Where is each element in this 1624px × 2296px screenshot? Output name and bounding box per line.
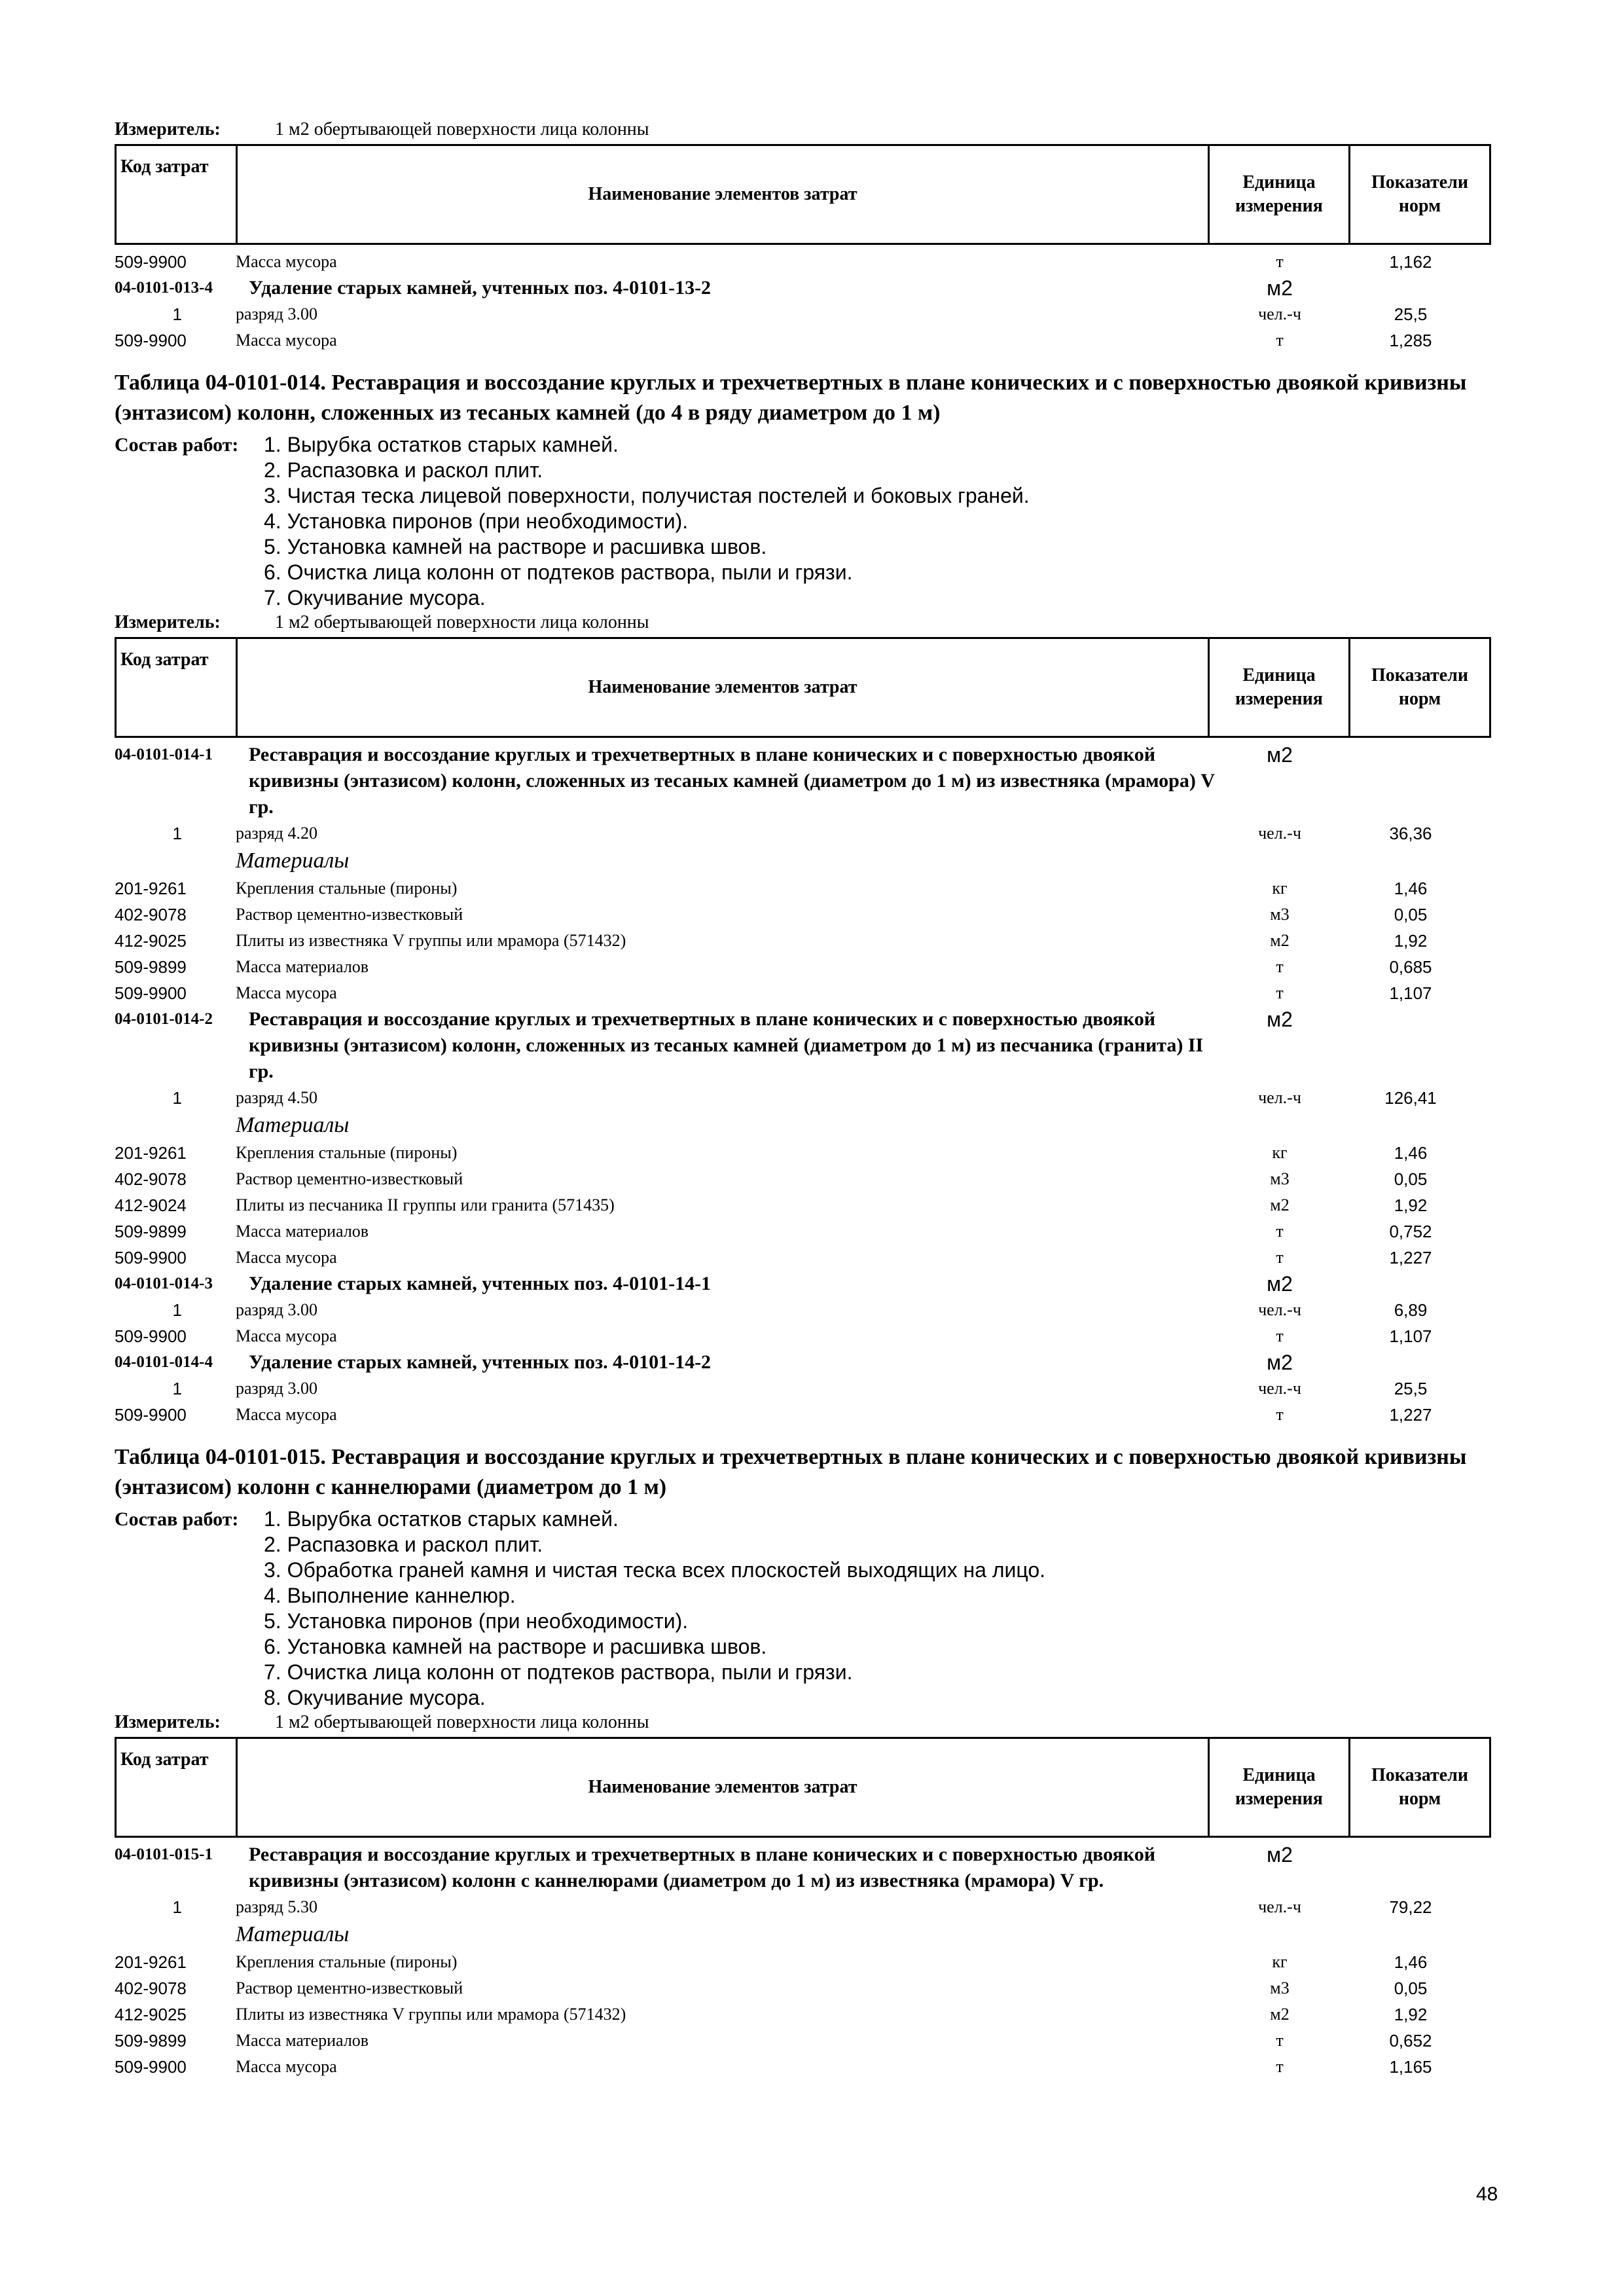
- work-step: 7. Очистка лица колонн от подтеков раствора, пыли и грязи.: [264, 1660, 853, 1684]
- row-norm: 1,107: [1389, 983, 1432, 1003]
- work-step: 5. Установка камней на растворе и расшивка швов.: [264, 535, 767, 558]
- row-name: Реставрация и воссоздание круглых и трехчетвертных в плане конических и с поверхностью двоякой кривизны (энтазисом) колонн с каннелюрами (диаметром до 1 м) из известняка (мрамора) V гр.: [249, 1844, 1155, 1891]
- work-step: 7. Окучивание мусора.: [264, 586, 486, 610]
- row-unit: чел.-ч: [1258, 1300, 1301, 1319]
- row-norm: 1,227: [1389, 1405, 1432, 1425]
- row-name: Масса мусора: [236, 331, 337, 350]
- row-code: 509-9900: [115, 331, 187, 350]
- meter-value: 1 м2 обертывающей поверхности лица колонны: [275, 612, 649, 632]
- row-name: Плиты из известняка V группы или мрамора (571432): [236, 931, 626, 950]
- col-unit-header: Единица измерения: [1209, 145, 1350, 244]
- table-014-title: Таблица 04-0101-014. Реставрация и воссоздание круглых и трехчетвертных в плане конических и с поверхностью двоякой кривизны (энтазисом) колонн, сложенных из тесаных камней (до 4 в ряду диаметром до 1 м): [115, 371, 1467, 425]
- row-norm: 6,89: [1394, 1300, 1428, 1320]
- row-code: 412-9025: [115, 2005, 187, 2024]
- row-norm: 0,685: [1389, 957, 1432, 977]
- col-name-header: Наименование элементов затрат: [237, 1738, 1209, 1837]
- document-page: [115, 118, 1496, 2080]
- table-row: [115, 1975, 1496, 2001]
- row-name: Масса материалов: [236, 1222, 369, 1241]
- row-unit: м3: [1270, 905, 1290, 924]
- meter-value: 1 м2 обертывающей поверхности лица колонны: [275, 119, 649, 139]
- meter-line-015: [115, 1711, 1496, 1734]
- row-unit: т: [1276, 957, 1284, 976]
- row-unit: м2: [1267, 1272, 1293, 1296]
- row-name: Масса мусора: [236, 983, 337, 1002]
- rate-heading-row: [115, 1842, 1496, 1894]
- meter-value: 1 м2 обертывающей поверхности лица колонны: [275, 1712, 649, 1732]
- work-step: 6. Очистка лица колонн от подтеков раствора, пыли и грязи.: [264, 560, 853, 584]
- row-norm: 36,36: [1389, 824, 1432, 843]
- meter-line-014: [115, 611, 1496, 634]
- header-table-013: [115, 144, 1491, 245]
- work-list-015: [264, 1506, 1045, 1711]
- table-row: [115, 1245, 1496, 1271]
- row-code: 04-0101-014-1: [115, 746, 213, 763]
- table-row: [115, 980, 1496, 1006]
- row-name: Раствор цементно-известковый: [236, 1978, 463, 1997]
- row-code: 412-9024: [115, 1195, 187, 1215]
- row-unit: чел.-ч: [1258, 304, 1301, 323]
- table-row: [115, 1218, 1496, 1245]
- row-code: 04-0101-014-4: [115, 1353, 213, 1371]
- meter-line-013: [115, 118, 1496, 141]
- row-norm: 1,92: [1394, 2005, 1428, 2024]
- row-name: Крепления стальные (пироны): [236, 1143, 458, 1162]
- row-code: 412-9025: [115, 931, 187, 951]
- row-name: Масса мусора: [236, 1326, 337, 1345]
- row-code: 509-9900: [115, 2057, 187, 2077]
- row-unit: м2: [1267, 1351, 1293, 1374]
- meter-label: Измеритель:: [115, 119, 221, 139]
- table-row: [115, 954, 1496, 980]
- row-unit: чел.-ч: [1258, 1088, 1301, 1107]
- work-step: 1. Вырубка остатков старых камней.: [264, 433, 619, 456]
- table-row: [115, 2054, 1496, 2080]
- materials-subheading: Материалы: [236, 1113, 350, 1137]
- row-unit: т: [1276, 331, 1284, 350]
- row-code: 509-9899: [115, 2031, 187, 2050]
- row-unit: т: [1276, 1222, 1284, 1241]
- row-name: Удаление старых камней, учтенных поз. 4-0101-14-2: [249, 1351, 712, 1373]
- page-number: 48: [1476, 2183, 1498, 2205]
- materials-subheading: Материалы: [236, 848, 350, 873]
- row-unit: м3: [1270, 1169, 1290, 1188]
- col-name-header: Наименование элементов затрат: [237, 145, 1209, 244]
- work-step: 4. Установка пиронов (при необходимости).: [264, 509, 689, 533]
- row-name: Крепления стальные (пироны): [236, 1952, 458, 1971]
- row-code: 509-9900: [115, 1326, 187, 1346]
- row-unit: чел.-ч: [1258, 824, 1301, 843]
- work-step: 3. Обработка граней камня и чистая теска всех плоскостей выходящих на лицо.: [264, 1558, 1046, 1582]
- row-code: 04-0101-014-2: [115, 1010, 213, 1028]
- work-label: Состав работ:: [115, 1508, 239, 1530]
- table-row: [115, 2028, 1496, 2054]
- row-norm: 79,22: [1389, 1897, 1432, 1917]
- col-code-header: Код затрат: [116, 638, 237, 737]
- header-table-014: [115, 637, 1491, 738]
- work-step: 6. Установка камней на растворе и расшивка швов.: [264, 1635, 767, 1658]
- row-unit: кг: [1272, 1952, 1288, 1971]
- row-unit: м2: [1270, 2005, 1290, 2024]
- work-composition-015: [115, 1506, 1496, 1711]
- row-unit: кг: [1272, 1143, 1288, 1162]
- row-code: 402-9078: [115, 905, 187, 924]
- row-unit: т: [1276, 1405, 1284, 1424]
- table-015-title: Таблица 04-0101-015. Реставрация и воссоздание круглых и трехчетвертных в плане конических и с поверхностью двоякой кривизны (энтазисом) колонн с каннелюрами (диаметром до 1 м): [115, 1445, 1467, 1499]
- row-unit: т: [1276, 252, 1284, 271]
- table-row: [115, 2001, 1496, 2028]
- row-name: Масса материалов: [236, 2031, 369, 2050]
- row-norm: 126,41: [1384, 1088, 1437, 1108]
- row-code: 1: [172, 304, 182, 324]
- table-row: [115, 1402, 1496, 1428]
- work-step: 8. Окучивание мусора.: [264, 1686, 486, 1709]
- row-name: Удаление старых камней, учтенных поз. 4-0101-14-1: [249, 1273, 712, 1294]
- work-list-014: [264, 432, 1030, 611]
- row-norm: 0,05: [1394, 1978, 1428, 1998]
- row-norm: 1,107: [1389, 1326, 1432, 1346]
- table-row: [115, 1140, 1496, 1166]
- row-code: 1: [172, 1300, 182, 1320]
- row-unit: т: [1276, 2057, 1284, 2076]
- work-step: 1. Вырубка остатков старых камней.: [264, 1507, 619, 1531]
- col-norm-header: Показатели норм: [1350, 145, 1490, 244]
- table-row: [115, 1894, 1496, 1920]
- row-name: Крепления стальные (пироны): [236, 879, 458, 898]
- table-row: [115, 1192, 1496, 1218]
- row-unit: т: [1276, 983, 1284, 1002]
- row-code: 509-9899: [115, 1222, 187, 1241]
- col-code-header: Код затрат: [116, 1738, 237, 1837]
- row-name: Масса мусора: [236, 1248, 337, 1267]
- row-name: Реставрация и воссоздание круглых и трехчетвертных в плане конических и с поверхностью двоякой кривизны (энтазисом) колонн, сложенных из тесаных камней (диаметром до 1 м) из песчаника (гранита) II гр.: [249, 1008, 1204, 1082]
- row-norm: 0,752: [1389, 1222, 1432, 1241]
- row-name: разряд 3.00: [236, 1300, 317, 1319]
- table-row: [115, 928, 1496, 954]
- row-unit: м2: [1267, 1008, 1293, 1031]
- meter-label: Измеритель:: [115, 612, 221, 632]
- row-name: Масса мусора: [236, 252, 337, 271]
- row-name: Плиты из песчаника II группы или гранита (571435): [236, 1195, 615, 1214]
- table-row: [115, 1376, 1496, 1402]
- row-name: разряд 5.30: [236, 1897, 317, 1916]
- row-name: разряд 4.20: [236, 824, 317, 843]
- row-unit: кг: [1272, 879, 1288, 898]
- row-code: 509-9900: [115, 983, 187, 1003]
- work-label: Состав работ:: [115, 434, 239, 456]
- row-unit: м2: [1267, 276, 1293, 300]
- work-step: 4. Выполнение каннелюр.: [264, 1584, 516, 1607]
- row-code: 509-9900: [115, 1405, 187, 1425]
- row-code: 201-9261: [115, 879, 187, 898]
- row-norm: 1,92: [1394, 931, 1428, 951]
- row-norm: 1,46: [1394, 1143, 1428, 1163]
- row-unit: м3: [1270, 1978, 1290, 1997]
- row-code: 509-9900: [115, 1248, 187, 1267]
- row-code: 402-9078: [115, 1169, 187, 1189]
- table-row: [115, 249, 1496, 275]
- row-code: 04-0101-013-4: [115, 279, 213, 297]
- table-row: [115, 327, 1496, 354]
- table-row: [115, 902, 1496, 928]
- row-norm: 1,46: [1394, 879, 1428, 898]
- col-norm-header: Показатели норм: [1350, 638, 1490, 737]
- work-step: 2. Распазовка и раскол плит.: [264, 1533, 543, 1556]
- row-norm: 1,227: [1389, 1248, 1432, 1267]
- row-name: Масса мусора: [236, 2057, 337, 2076]
- row-name: Реставрация и воссоздание круглых и трехчетвертных в плане конических и с поверхностью двоякой кривизны (энтазисом) колонн, сложенных из тесаных камней (диаметром до 1 м) из известняка (мрамора) V гр.: [249, 744, 1215, 818]
- row-code: 1: [172, 1088, 182, 1108]
- col-unit-header: Единица измерения: [1209, 638, 1350, 737]
- row-code: 509-9899: [115, 957, 187, 977]
- row-norm: 25,5: [1394, 1379, 1428, 1398]
- row-code: 04-0101-014-3: [115, 1275, 213, 1292]
- row-unit: м2: [1270, 931, 1290, 950]
- row-name: разряд 3.00: [236, 1379, 317, 1398]
- row-unit: чел.-ч: [1258, 1897, 1301, 1916]
- work-step: 5. Установка пиронов (при необходимости).: [264, 1609, 689, 1633]
- row-unit: м2: [1267, 743, 1293, 767]
- row-unit: т: [1276, 1326, 1284, 1345]
- table-row: [115, 875, 1496, 902]
- row-code: 1: [172, 1897, 182, 1917]
- row-code: 201-9261: [115, 1952, 187, 1972]
- rate-heading-row: [115, 1006, 1496, 1085]
- work-composition-014: [115, 432, 1496, 611]
- row-code: 04-0101-015-1: [115, 1846, 213, 1863]
- table-row: [115, 1085, 1496, 1111]
- col-code-header: Код затрат: [116, 145, 237, 244]
- row-code: 1: [172, 1379, 182, 1398]
- table-row: [115, 1323, 1496, 1349]
- row-name: Масса мусора: [236, 1405, 337, 1424]
- row-norm: 1,162: [1389, 252, 1432, 272]
- row-name: разряд 4.50: [236, 1088, 317, 1107]
- rate-heading-row: [115, 1349, 1496, 1376]
- row-norm: 1,285: [1389, 331, 1432, 350]
- row-unit: м2: [1267, 1843, 1293, 1867]
- work-step: 2. Распазовка и раскол плит.: [264, 458, 543, 482]
- table-row: [115, 820, 1496, 847]
- meter-label: Измеритель:: [115, 1712, 221, 1732]
- row-unit: чел.-ч: [1258, 1379, 1301, 1398]
- row-norm: 0,05: [1394, 1169, 1428, 1189]
- rate-heading-row: [115, 1271, 1496, 1297]
- row-name: Масса материалов: [236, 957, 369, 976]
- rate-heading-row: [115, 275, 1496, 301]
- rows-014: [115, 742, 1496, 1428]
- header-table-015: [115, 1737, 1491, 1838]
- row-norm: 25,5: [1394, 304, 1428, 324]
- row-name: Раствор цементно-известковый: [236, 905, 463, 924]
- rows-013: [115, 249, 1496, 354]
- row-name: Плиты из известняка V группы или мрамора (571432): [236, 2005, 626, 2024]
- row-code: 201-9261: [115, 1143, 187, 1163]
- row-code: 1: [172, 824, 182, 843]
- row-unit: т: [1276, 2031, 1284, 2050]
- table-row: [115, 1297, 1496, 1323]
- table-row: [115, 1949, 1496, 1975]
- row-norm: 0,652: [1389, 2031, 1432, 2050]
- row-code: 509-9900: [115, 252, 187, 272]
- row-name: Удаление старых камней, учтенных поз. 4-0101-13-2: [249, 277, 712, 299]
- row-name: Раствор цементно-известковый: [236, 1169, 463, 1188]
- rows-015: [115, 1842, 1496, 2080]
- table-row: [115, 1166, 1496, 1192]
- rate-heading-row: [115, 742, 1496, 820]
- row-norm: 1,165: [1389, 2057, 1432, 2077]
- work-step: 3. Чистая теска лицевой поверхности, получистая постелей и боковых граней.: [264, 484, 1030, 507]
- materials-subheading: Материалы: [236, 1922, 350, 1946]
- col-unit-header: Единица измерения: [1209, 1738, 1350, 1837]
- row-code: 402-9078: [115, 1978, 187, 1998]
- row-norm: 1,92: [1394, 1195, 1428, 1215]
- row-unit: м2: [1270, 1195, 1290, 1214]
- col-norm-header: Показатели норм: [1350, 1738, 1490, 1837]
- row-norm: 0,05: [1394, 905, 1428, 924]
- row-norm: 1,46: [1394, 1952, 1428, 1972]
- row-name: разряд 3.00: [236, 304, 317, 323]
- row-unit: т: [1276, 1248, 1284, 1267]
- table-row: [115, 301, 1496, 327]
- col-name-header: Наименование элементов затрат: [237, 638, 1209, 737]
